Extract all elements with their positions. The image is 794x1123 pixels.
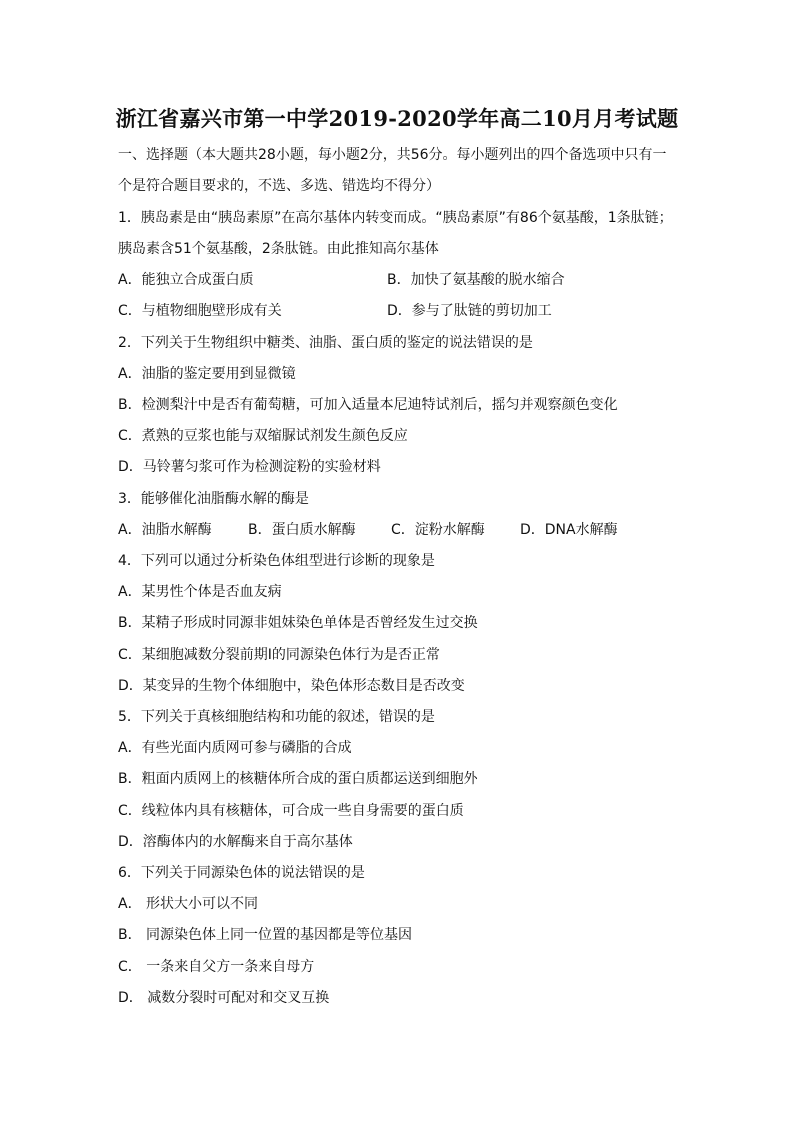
question-6-option-d: D． 减数分裂时可配对和交叉互换 [118, 990, 330, 1006]
question-6-option-c: C． 一条来自父方一条来自母方 [118, 959, 315, 975]
question-4-option-d: D．某变异的生物个体细胞中，染色体形态数目是否改变 [118, 678, 465, 694]
question-3-option-c: C．淀粉水解酶 [391, 522, 485, 538]
question-4-option-a: A．某男性个体是否血友病 [118, 584, 282, 600]
question-5-option-d: D．溶酶体内的水解酶来自于高尔基体 [118, 834, 353, 850]
question-5-option-c: C．线粒体内具有核糖体，可合成一些自身需要的蛋白质 [118, 803, 464, 819]
question-1-option-a: A．能独立合成蛋白质 [118, 272, 254, 288]
question-2-option-d: D．马铃薯匀浆可作为检测淀粉的实验材料 [118, 459, 381, 475]
question-4-stem: 4．下列可以通过分析染色体组型进行诊断的现象是 [118, 553, 435, 569]
question-4-option-b: B．某精子形成时同源非姐妹染色单体是否曾经发生过交换 [118, 615, 478, 631]
question-3-option-a: A．油脂水解酶 [118, 522, 212, 538]
question-3-stem: 3．能够催化油脂酶水解的酶是 [118, 491, 309, 507]
question-1-stem-line-1: 1．胰岛素是由“胰岛素原”在高尔基体内转变而成。“胰岛素原”有86个氨基酸，1条肽链； [118, 210, 673, 226]
question-5-option-a: A．有些光面内质网可参与磷脂的合成 [118, 740, 352, 756]
question-5-option-b: B．粗面内质网上的核糖体所合成的蛋白质都运送到细胞外 [118, 771, 478, 787]
section-instructions-line-1: 一、选择题（本大题共28小题，每小题2分，共56分。每小题列出的四个备选项中只有一 [118, 147, 667, 163]
question-1-option-b: B．加快了氨基酸的脱水缩合 [387, 272, 565, 288]
question-1-option-c: C．与植物细胞壁形成有关 [118, 303, 282, 319]
section-instructions-line-2: 个是符合题目要求的，不选、多选、错选均不得分） [118, 178, 440, 194]
question-6-stem: 6．下列关于同源染色体的说法错误的是 [118, 865, 365, 881]
question-3-option-b: B．蛋白质水解酶 [248, 522, 356, 538]
question-4-option-c: C．某细胞减数分裂前期Ⅰ的同源染色体行为是否正常 [118, 647, 440, 663]
question-6-option-a: A． 形状大小可以不同 [118, 896, 259, 912]
question-2-option-c: C．煮熟的豆浆也能与双缩脲试剂发生颜色反应 [118, 428, 408, 444]
page-title: 浙江省嘉兴市第一中学2019-2020学年高二10月月考试题 [115, 106, 679, 131]
question-2-option-b: B．检测梨汁中是否有葡萄糖，可加入适量本尼迪特试剂后，摇匀并观察颜色变化 [118, 397, 618, 413]
question-6-option-b: B． 同源染色体上同一位置的基因都是等位基因 [118, 927, 413, 943]
question-1-stem-line-2: 胰岛素含51个氨基酸，2条肽链。由此推知高尔基体 [118, 241, 439, 257]
question-2-option-a: A．油脂的鉴定要用到显微镜 [118, 366, 296, 382]
question-2-stem: 2．下列关于生物组织中糖类、油脂、蛋白质的鉴定的说法错误的是 [118, 335, 533, 351]
question-1-option-d: D．参与了肽链的剪切加工 [387, 303, 552, 319]
question-5-stem: 5．下列关于真核细胞结构和功能的叙述，错误的是 [118, 709, 435, 725]
question-3-option-d: D．DNA水解酶 [520, 522, 618, 538]
